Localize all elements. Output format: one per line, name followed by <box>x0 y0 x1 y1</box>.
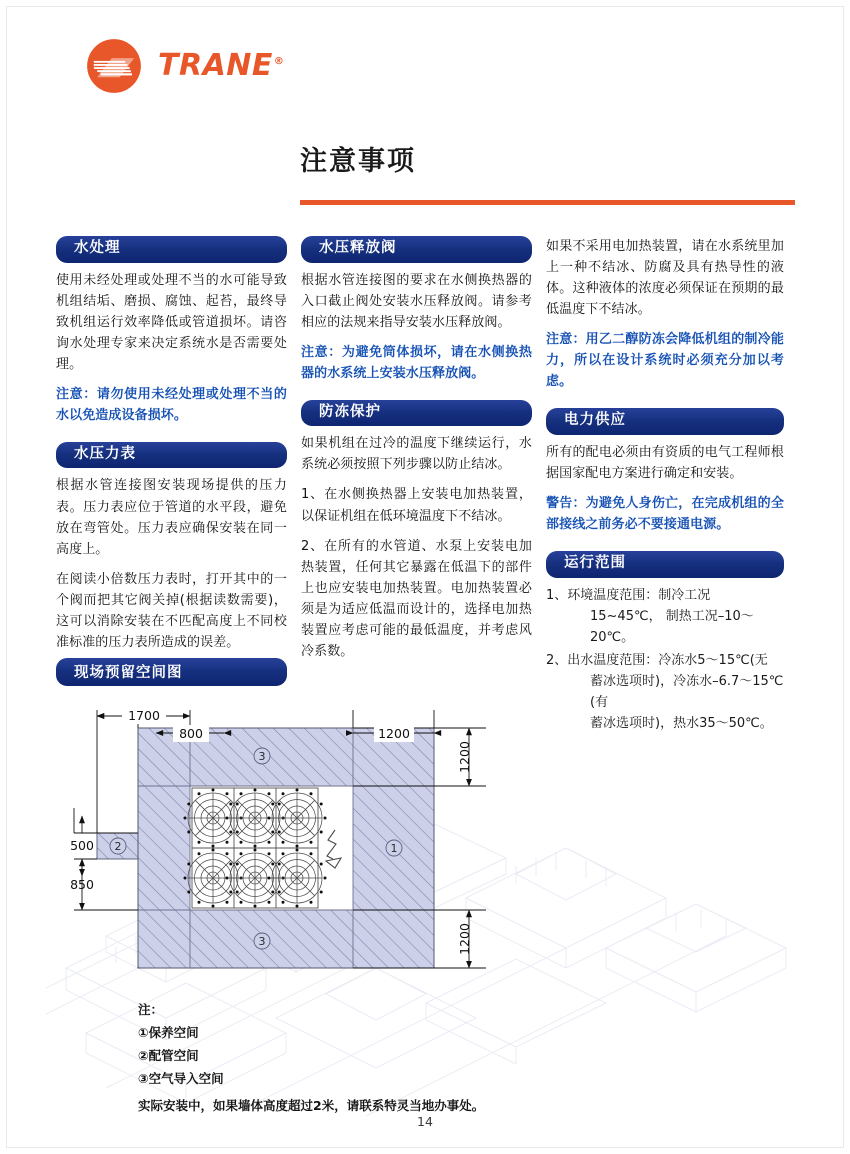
condensing-unit <box>184 788 327 908</box>
paragraph: 2、在所有的水管道、水泵上安装电加热装置，任何其它暴露在低温下的部件上也应安装电加热装置。电加热装置必须是为适应低温而设计的，选择电加热装置应考虑可能的最低温度，并考虑风冷系数。 <box>301 538 532 659</box>
dim-1700: 1700 <box>128 708 160 723</box>
trane-circle-logo-icon <box>86 38 142 94</box>
dim-1200-upper-right: 1200 <box>457 741 472 773</box>
dim-850: 850 <box>70 877 94 892</box>
list-item-number: 2、 <box>546 652 568 668</box>
section-heading-pressure-gauge: 水压力表 <box>56 442 287 469</box>
paragraph: 如果不采用电加热装置，请在水系统里加上一种不结冰、防腐及具有热导性的液体。这种液体的浓度必须保证在预期的最低温度下不结冰。 <box>546 239 784 318</box>
notice-paragraph: 注意：请勿使用未经处理或处理不当的水以免造成设备损坏。 <box>56 386 287 423</box>
list-item-text: 出水温度范围：冷冻水5～15℃(无 <box>567 652 768 668</box>
spacer <box>301 393 532 400</box>
page-number: 14 <box>417 1114 433 1129</box>
dim-500: 500 <box>70 838 94 853</box>
note-footer: 实际安装中，如果墙体高度超过2米，请联系特灵当地办事处。 <box>138 1097 485 1113</box>
brand-wordmark: TRANE® <box>158 48 285 83</box>
clearance-diagram-section <box>56 658 796 1113</box>
dim-1200-top: 1200 <box>378 726 410 741</box>
section-heading-water-treatment: 水处理 <box>56 236 287 263</box>
spacer <box>546 401 784 408</box>
section-heading-pressure-relief-valve: 水压释放阀 <box>301 236 532 263</box>
list-item <box>546 585 784 648</box>
dim-1200-lower-right: 1200 <box>457 923 472 955</box>
list-item-text-cont: 15~45℃， 制热工况–10～20℃。 <box>590 608 754 645</box>
paragraph: 如果机组在过冷的温度下继续运行，水系统必须按照下列步骤以防止结冰。 <box>301 436 532 473</box>
callout-2: 2 <box>114 840 122 853</box>
section-heading-clearance-diagram: 现场预留空间图 <box>56 658 287 686</box>
callout-3-top: 3 <box>258 750 266 763</box>
title-rule <box>300 200 795 205</box>
note-item-2: ②配管空间 <box>138 1048 199 1064</box>
spacer <box>546 544 784 551</box>
note-item-3: ③空气导入空间 <box>138 1071 224 1087</box>
list-item-text-cont: 蓄冰选项时)，热水35～50℃。 <box>590 715 773 731</box>
paragraph: 根据水管连接图安装现场提供的压力表。压力表应位于管道的水平段，避免放在弯管处。压力表应确保安装在同一高度上。 <box>56 478 287 557</box>
clearance-plan-drawing <box>56 698 796 998</box>
note-item-1: ①保养空间 <box>138 1025 199 1041</box>
paragraph: 使用未经处理或处理不当的水可能导致机组结垢、磨损、腐蚀、起苔，最终导致机组运行效率降低或管道损坏。请咨询水处理专家来决定系统水是否需要处理。 <box>56 272 287 372</box>
brand-logo <box>86 38 284 94</box>
list-item-number: 1、 <box>546 587 568 603</box>
page-title: 注意事项 <box>300 146 416 177</box>
warning-paragraph: 警告：为避免人身伤亡，在完成机组的全部接线之前务必不要接通电源。 <box>546 495 784 533</box>
section-heading-power-supply: 电力供应 <box>546 408 784 435</box>
callout-1: 1 <box>390 842 398 855</box>
paragraph: 在阅读小倍数压力表时，打开其中的一个阀而把其它阀关掉(根据读数需要)，这可以消除安装在不匹配高度上不同校准标准的压力表所造成的误差。 <box>56 571 287 650</box>
section-heading-operating-range: 运行范围 <box>546 551 784 578</box>
notes-label: 注： <box>138 1002 164 1017</box>
spacer <box>56 435 287 442</box>
diagram-canvas <box>56 698 796 1113</box>
paragraph: 所有的配电必须由有资质的电气工程师根据国家配电方案进行确定和安装。 <box>546 444 784 481</box>
section-heading-freeze-protection: 防冻保护 <box>301 400 532 427</box>
paragraph: 1、在水侧换热器上安装电加热装置，以保证机组在低环境温度下不结冰。 <box>301 487 532 524</box>
notice-paragraph: 注意：为避免筒体损坏，请在水侧换热器的水系统上安装水压释放阀。 <box>301 344 532 381</box>
list-item-text: 环境温度范围：制冷工况 <box>567 587 711 603</box>
diagram-notes <box>138 998 698 1117</box>
registered-mark: ® <box>273 56 285 67</box>
callout-3-bottom: 3 <box>258 935 266 948</box>
notice-paragraph: 注意：用乙二醇防冻会降低机组的制冷能力，所以在设计系统时必须充分加以考虑。 <box>546 332 784 390</box>
list-item-text-cont: 蓄冰选项时)，冷冻水–6.7～15℃(有 <box>590 673 784 710</box>
dim-800: 800 <box>179 726 203 741</box>
paragraph: 根据水管连接图的要求在水侧换热器的入口截止阀处安装水压释放阀。请参考相应的法规来指导安装水压释放阀。 <box>301 272 532 330</box>
